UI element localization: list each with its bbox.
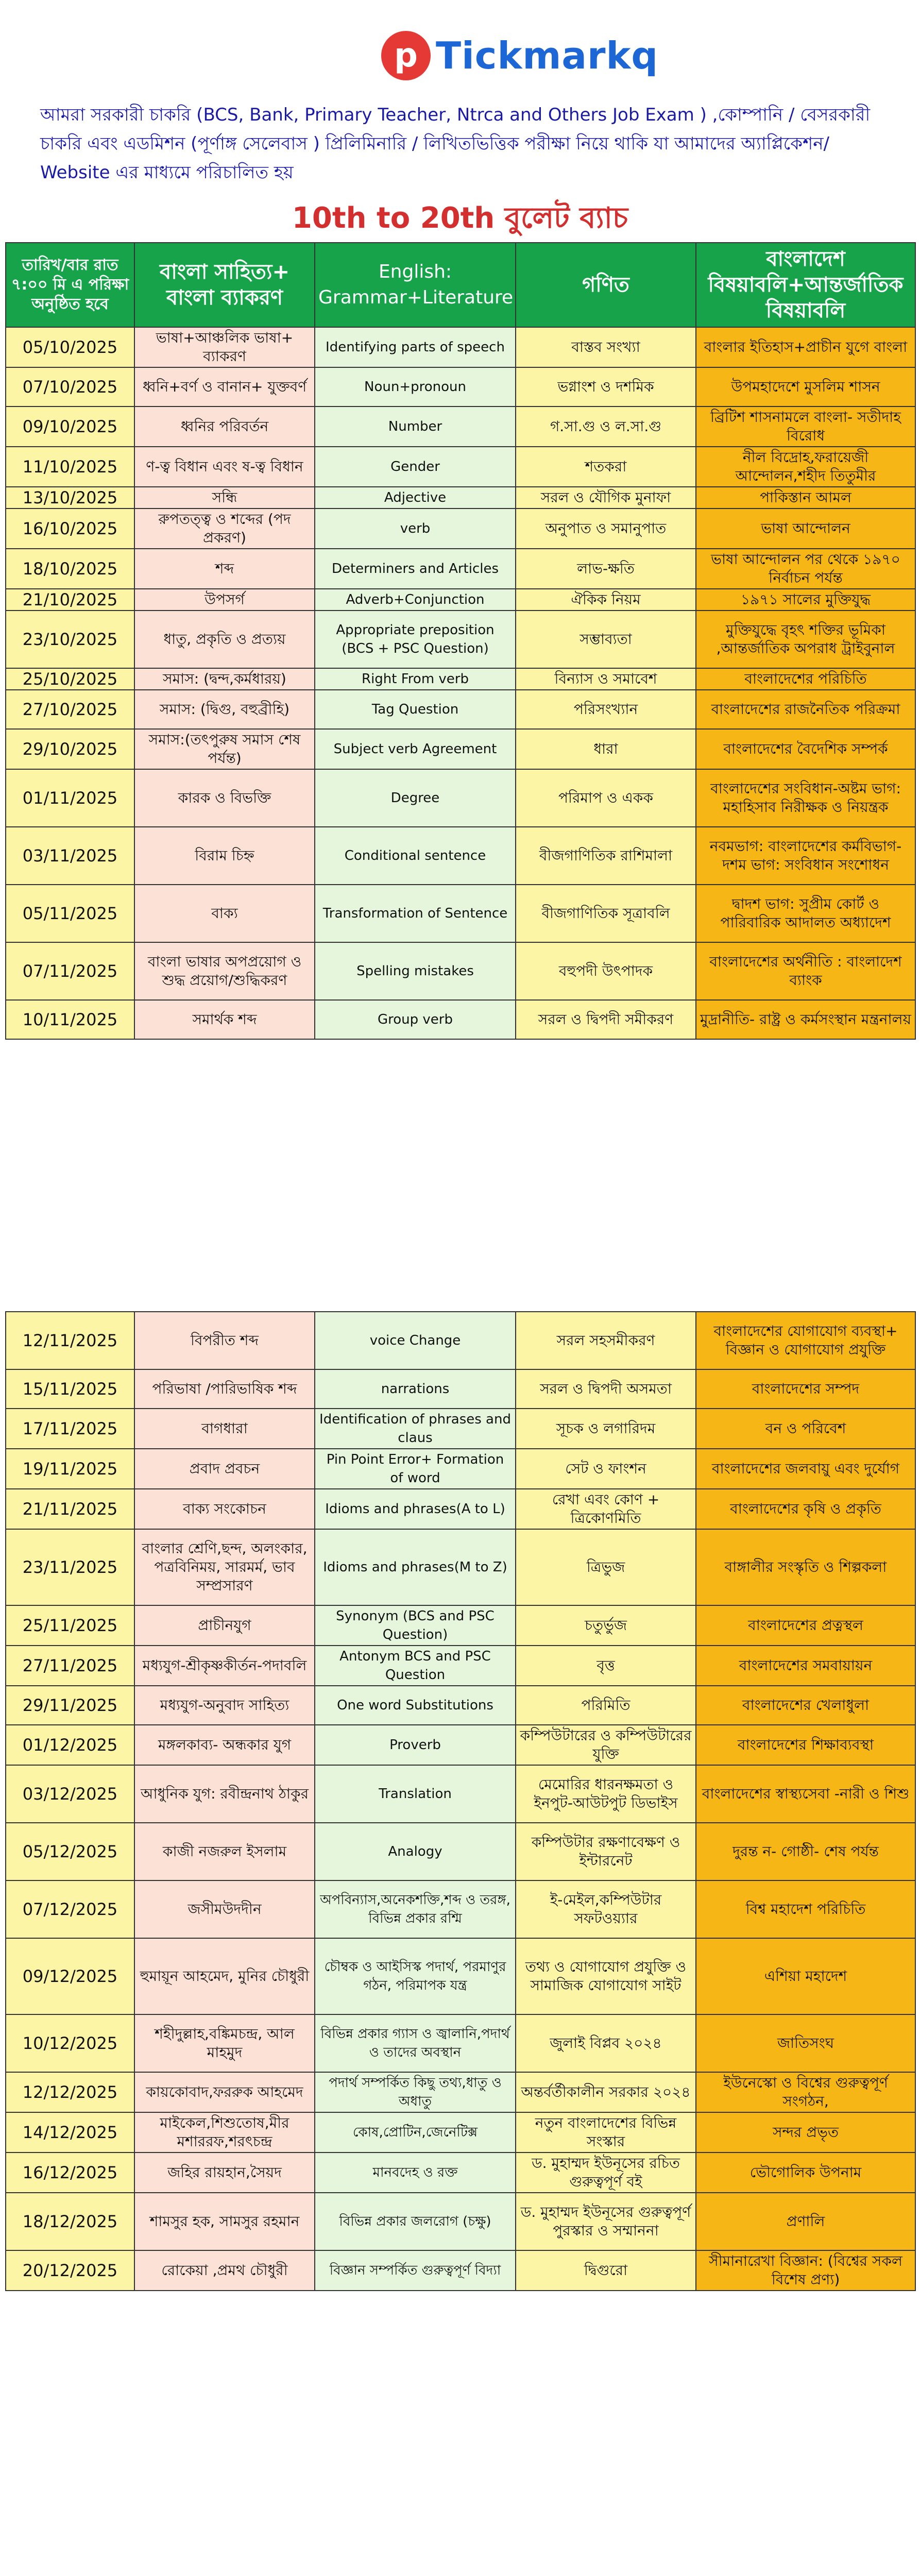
table-row — [6, 509, 915, 549]
date-cell: 19/11/2025 — [6, 1449, 134, 1489]
date-cell: 01/11/2025 — [6, 769, 134, 827]
gk-cell: বাংলাদেশের সংবিধান-অষ্টম ভাগ: মহাহিসাব নিরীক্ষক ও নিয়ন্ত্রক — [696, 769, 915, 827]
date-cell: 03/11/2025 — [6, 827, 134, 885]
english-cell: Spelling mistakes — [315, 942, 516, 1000]
table-row — [6, 2193, 915, 2250]
table-row — [6, 729, 915, 769]
bangla-cell: ধ্বনি+বর্ণ ও বানান+ যুক্তবর্ণ — [134, 367, 315, 406]
table-row — [6, 668, 915, 690]
english-cell: verb — [315, 509, 516, 549]
table-row — [6, 1880, 915, 1938]
english-cell: Analogy — [315, 1823, 516, 1880]
bangla-cell: মঙ্গলকাব্য- অন্ধকার যুগ — [134, 1725, 315, 1765]
bangla-cell: প্রাচীনযুগ — [134, 1605, 315, 1646]
bangla-cell: উপসর্গ — [134, 589, 315, 611]
date-cell: 15/11/2025 — [6, 1369, 134, 1409]
brand-name: Tickmarkq — [436, 34, 658, 77]
table-row — [6, 769, 915, 827]
bangla-cell: আধুনিক যুগ: রবীন্দ্রনাথ ঠাকুর — [134, 1765, 315, 1823]
bangla-cell: কাজী নজরুল ইসলাম — [134, 1823, 315, 1880]
date-cell: 07/11/2025 — [6, 942, 134, 1000]
date-cell: 17/11/2025 — [6, 1409, 134, 1449]
gk-cell: ইউনেস্কো ও বিশ্বের গুরুত্বপূর্ণ সংগঠন, — [696, 2072, 915, 2112]
date-cell: 25/10/2025 — [6, 668, 134, 690]
date-cell: 09/12/2025 — [6, 1938, 134, 2014]
english-cell: Tag Question — [315, 690, 516, 729]
math-cell: গ.সা.গু ও ল.সা.গু — [516, 406, 696, 447]
math-cell: দ্বিগুরো — [516, 2250, 696, 2291]
gk-cell: বাংলাদেশের সম্পদ — [696, 1369, 915, 1409]
bangla-cell: বাগধারা — [134, 1409, 315, 1449]
header-bangla: বাংলা সাহিত্য+ বাংলা ব্যাকরণ — [134, 243, 315, 327]
bangla-cell: মধ্যযুগ-অনুবাদ সাহিত্য — [134, 1686, 315, 1725]
gk-cell: এশিয়া মহাদেশ — [696, 1938, 915, 2014]
table-row — [6, 885, 915, 942]
gk-cell: ভাষা আন্দোলন পর থেকে ১৯৭০ নির্বাচন পর্যন্ত — [696, 549, 915, 589]
date-cell: 21/10/2025 — [6, 589, 134, 611]
english-cell: মানবদেহ ও রক্ত — [315, 2153, 516, 2193]
bangla-cell: রোকেয়া ,প্রমথ চৌধুরী — [134, 2250, 315, 2291]
gk-cell: ভাষা আন্দোলন — [696, 509, 915, 549]
date-cell: 29/10/2025 — [6, 729, 134, 769]
bangla-cell: মাইকেল,শিশুতোষ,মীর মশাররফ,শরৎচন্দ্র — [134, 2112, 315, 2153]
bangla-cell: সন্ধি — [134, 487, 315, 509]
table-row — [6, 367, 915, 406]
table-row — [6, 1938, 915, 2014]
english-cell: Identification of phrases and claus — [315, 1409, 516, 1449]
date-cell: 23/11/2025 — [6, 1529, 134, 1605]
table-row — [6, 549, 915, 589]
date-cell: 03/12/2025 — [6, 1765, 134, 1823]
english-cell: Translation — [315, 1765, 516, 1823]
table-row — [6, 1686, 915, 1725]
bangla-cell: জসীমউদদীন — [134, 1880, 315, 1938]
table-row — [6, 1765, 915, 1823]
english-cell: কোষ,প্রোটিন,জেনেটিক্স — [315, 2112, 516, 2153]
gk-cell: বন ও পরিবেশ — [696, 1409, 915, 1449]
date-cell: 14/12/2025 — [6, 2112, 134, 2153]
math-cell: সেট ও ফাংশন — [516, 1449, 696, 1489]
math-cell: সরল সহসমীকরণ — [516, 1312, 696, 1369]
bangla-cell: বিরাম চিহ্ন — [134, 827, 315, 885]
english-cell: Idioms and phrases(M to Z) — [315, 1529, 516, 1605]
date-cell: 13/10/2025 — [6, 487, 134, 509]
date-cell: 11/10/2025 — [6, 447, 134, 487]
bangla-cell: প্রবাদ প্রবচন — [134, 1449, 315, 1489]
table-row — [6, 1605, 915, 1646]
table-row — [6, 2153, 915, 2193]
bangla-cell: কারক ও বিভক্তি — [134, 769, 315, 827]
date-cell: 05/12/2025 — [6, 1823, 134, 1880]
math-cell: অনুপাত ও সমানুপাত — [516, 509, 696, 549]
math-cell: মেমোরির ধারনক্ষমতা ও ইনপুট-আউটপুট ডিভাইস — [516, 1765, 696, 1823]
bangla-cell: সমাস: (দ্বন্দ,কর্মধারয়) — [134, 668, 315, 690]
gk-cell: বাংলাদেশের পরিচিতি — [696, 668, 915, 690]
date-cell: 01/12/2025 — [6, 1725, 134, 1765]
table-row — [6, 2014, 915, 2072]
english-cell: Conditional sentence — [315, 827, 516, 885]
bangla-cell: মধ্যযুগ-শ্রীকৃষ্ণকীর্তন-পদাবলি — [134, 1646, 315, 1686]
date-cell: 07/10/2025 — [6, 367, 134, 406]
date-cell: 18/12/2025 — [6, 2193, 134, 2250]
bangla-cell: ধ্বনির পরিবর্তন — [134, 406, 315, 447]
bangla-cell: ভাষা+আঞ্চলিক ভাষা+ ব্যাকরণ — [134, 327, 315, 367]
bangla-cell: বাক্য — [134, 885, 315, 942]
english-cell: Degree — [315, 769, 516, 827]
page-title: 10th to 20th বুলেট ব্যাচ — [292, 201, 628, 235]
date-cell: 07/12/2025 — [6, 1880, 134, 1938]
date-cell: 18/10/2025 — [6, 549, 134, 589]
math-cell: বহুপদী উৎপাদক — [516, 942, 696, 1000]
table-row — [6, 1529, 915, 1605]
gk-cell: সীমানারেখা বিজ্ঞান: (বিশ্বের সকল বিশেষ প্রণ্য) — [696, 2250, 915, 2291]
table-row — [6, 1489, 915, 1529]
gk-cell: সন্দর প্রভৃত — [696, 2112, 915, 2153]
date-cell: 05/10/2025 — [6, 327, 134, 367]
bangla-cell: রুপতত্ত্ব ও শব্দের (পদ প্রকরণ) — [134, 509, 315, 549]
english-cell: Right From verb — [315, 668, 516, 690]
date-cell: 12/12/2025 — [6, 2072, 134, 2112]
table-row — [6, 589, 915, 611]
math-cell: অন্তর্বর্তীকালীন সরকার ২০২৪ — [516, 2072, 696, 2112]
english-cell: One word Substitutions — [315, 1686, 516, 1725]
bangla-cell: সমাস:(তৎপুরুষ সমাস শেষ পর্যন্ত) — [134, 729, 315, 769]
gk-cell: বাংলাদেশের কৃষি ও প্রকৃতি — [696, 1489, 915, 1529]
date-cell: 10/11/2025 — [6, 1000, 134, 1039]
bangla-cell: সমাস: (দ্বিগু, বহুব্রীহি) — [134, 690, 315, 729]
math-cell: সম্ভাব্যতা — [516, 611, 696, 668]
table-row — [6, 1409, 915, 1449]
table-row — [6, 487, 915, 509]
date-cell: 16/10/2025 — [6, 509, 134, 549]
math-cell: ত্রিভুজ — [516, 1529, 696, 1605]
date-cell: 27/10/2025 — [6, 690, 134, 729]
tickmarkq-logo-icon: p — [381, 31, 431, 80]
english-cell: অপবিন্যাস,অনেকশক্তি,শব্দ ও তরঙ্গ, বিভিন্ন প্রকার রশ্মি — [315, 1880, 516, 1938]
table-row — [6, 327, 915, 367]
table-row — [6, 1449, 915, 1489]
gk-cell: জাতিসংঘ — [696, 2014, 915, 2072]
english-cell: voice Change — [315, 1312, 516, 1369]
english-cell: Noun+pronoun — [315, 367, 516, 406]
english-cell: Antonym BCS and PSC Question — [315, 1646, 516, 1686]
math-cell: সরল ও দ্বিপদী অসমতা — [516, 1369, 696, 1409]
bangla-cell: শহীদুল্লাহ,বঙ্কিমচন্দ্র, আল মাহমুদ — [134, 2014, 315, 2072]
schedule-table-1 — [5, 242, 916, 1040]
english-cell: Gender — [315, 447, 516, 487]
gk-cell: প্রণালি — [696, 2193, 915, 2250]
math-cell: কম্পিউটারের ও কম্পিউটারের যুক্তি — [516, 1725, 696, 1765]
gk-cell: পাকিস্তান আমল — [696, 487, 915, 509]
english-cell: Subject verb Agreement — [315, 729, 516, 769]
bangla-cell: পরিভাষা /পারিভাষিক শব্দ — [134, 1369, 315, 1409]
math-cell: ড. মুহাম্মদ ইউনূসের গুরুত্বপূর্ণ পুরস্কার ও সম্মাননা — [516, 2193, 696, 2250]
bangla-cell: শামসুর হক, সামসুর রহমান — [134, 2193, 315, 2250]
bangla-cell: বিপরীত শব্দ — [134, 1312, 315, 1369]
english-cell: চৌম্বক ও আইসিস্ক পদার্থ, পরমাণুর গঠন, পরিমাপক যন্ত্র — [315, 1938, 516, 2014]
bangla-cell: ধাতু, প্রকৃতি ও প্রত্যয় — [134, 611, 315, 668]
header-date: তারিখ/বার রাত ৭:০০ মি এ পরিক্ষা অনুষ্ঠিত হবে — [6, 243, 134, 327]
math-cell: বীজগাণিতিক রাশিমালা — [516, 827, 696, 885]
date-cell: 21/11/2025 — [6, 1489, 134, 1529]
gk-cell: বাংলাদেশের রাজনৈতিক পরিক্রমা — [696, 690, 915, 729]
english-cell: Adjective — [315, 487, 516, 509]
math-cell: সরল ও দ্বিপদী সমীকরণ — [516, 1000, 696, 1039]
math-cell: শতকরা — [516, 447, 696, 487]
date-cell: 23/10/2025 — [6, 611, 134, 668]
gk-cell: ১৯৭১ সালের মুক্তিযুদ্ধ — [696, 589, 915, 611]
gk-cell: দ্বাদশ ভাগ: সুপ্রীম কোর্ট ও পারিবারিক আদালত অধ্যাদেশ — [696, 885, 915, 942]
table-row — [6, 942, 915, 1000]
math-cell: লাভ-ক্ষতি — [516, 549, 696, 589]
date-cell: 05/11/2025 — [6, 885, 134, 942]
english-cell: Number — [315, 406, 516, 447]
header-math: গণিত — [516, 243, 696, 327]
gk-cell: বাংলাদেশের শিক্ষাব্যবস্থা — [696, 1725, 915, 1765]
gk-cell: বিশ্ব মহাদেশ পরিচিতি — [696, 1880, 915, 1938]
date-cell: 29/11/2025 — [6, 1686, 134, 1725]
date-cell: 27/11/2025 — [6, 1646, 134, 1686]
gk-cell: বাংলাদেশের স্বাস্থ্যসেবা -নারী ও শিশু — [696, 1765, 915, 1823]
gk-cell: বাংলাদেশের সমবায়ায়ন — [696, 1646, 915, 1686]
gk-cell: বাংলাদেশের প্রত্নস্থল — [696, 1605, 915, 1646]
math-cell: কম্পিউটার রক্ষণাবেক্ষণ ও ইন্টারনেট — [516, 1823, 696, 1880]
math-cell: পরিমিতি — [516, 1686, 696, 1725]
gk-cell: বাঙ্গালীর সংস্কৃতি ও শিল্পকলা — [696, 1529, 915, 1605]
math-cell: তথ্য ও যোগাযোগ প্রযুক্তি ও সামাজিক যোগাযোগ সাইট — [516, 1938, 696, 2014]
table-row — [6, 611, 915, 668]
table-row — [6, 1000, 915, 1039]
table-row — [6, 1725, 915, 1765]
gk-cell: উপমহাদেশে মুসলিম শাসন — [696, 367, 915, 406]
schedule-table-2 — [5, 1311, 916, 2291]
english-cell: Pin Point Error+ Formation of word — [315, 1449, 516, 1489]
gk-cell: নীল বিদ্রোহ,ফরায়েজী আন্দোলন,শহীদ তিতুমীর — [696, 447, 915, 487]
table-row — [6, 1646, 915, 1686]
bangla-cell: হুমায়ূন আহমেদ, মুনির চৌধুরী — [134, 1938, 315, 2014]
gk-cell: মুক্তিযুদ্ধে বৃহৎ শক্তির ভূমিকা ,আন্তর্জাতিক অপরাধ ট্রাইবুনাল — [696, 611, 915, 668]
bangla-cell: জহির রায়হান,সৈয়দ — [134, 2153, 315, 2193]
bangla-cell: কায়কোবাদ,ফররুক আহমেদ — [134, 2072, 315, 2112]
date-cell: 25/11/2025 — [6, 1605, 134, 1646]
english-cell: বিভিন্ন প্রকার জলরোগ (চক্ষু) — [315, 2193, 516, 2250]
table-row — [6, 1369, 915, 1409]
english-cell: Transformation of Sentence — [315, 885, 516, 942]
bangla-cell: সমার্থক শব্দ — [134, 1000, 315, 1039]
table-row — [6, 827, 915, 885]
math-cell: ঐকিক নিয়ম — [516, 589, 696, 611]
math-cell: ধারা — [516, 729, 696, 769]
math-cell: ভগ্নাংশ ও দশমিক — [516, 367, 696, 406]
english-cell: বিজ্ঞান সম্পর্কিত গুরুত্বপূর্ণ বিদ্যা — [315, 2250, 516, 2291]
bangla-cell: বাংলার শ্রেণি,ছন্দ, অলংকার, পত্রবিনিময়, সারমর্ম, ভাব সম্প্রসারণ — [134, 1529, 315, 1605]
math-cell: জুলাই বিপ্লব ২০২৪ — [516, 2014, 696, 2072]
math-cell: ড. মুহাম্মদ ইউনূসের রচিত গুরুত্বপূর্ণ বই — [516, 2153, 696, 2193]
math-cell: বিন্যাস ও সমাবেশ — [516, 668, 696, 690]
english-cell: Determiners and Articles — [315, 549, 516, 589]
table-row — [6, 406, 915, 447]
bangla-cell: বাংলা ভাষার অপপ্রয়োগ ও শুদ্ধ প্রয়োগ/শুদ্ধিকরণ — [134, 942, 315, 1000]
gk-cell: ভৌগোলিক উপনাম — [696, 2153, 915, 2193]
english-cell: Adverb+Conjunction — [315, 589, 516, 611]
gk-cell: বাংলাদেশের খেলাধুলা — [696, 1686, 915, 1725]
gk-cell: ব্রিটিশ শাসনামলে বাংলা- সতীদাহ বিরোধ — [696, 406, 915, 447]
english-cell: Identifying parts of speech — [315, 327, 516, 367]
table-row — [6, 690, 915, 729]
bangla-cell: ণ-ত্ব বিধান এবং ষ-ত্ব বিধান — [134, 447, 315, 487]
bangla-cell: বাক্য সংকোচন — [134, 1489, 315, 1529]
date-cell: 10/12/2025 — [6, 2014, 134, 2072]
header-english: English: Grammar+Literature — [315, 243, 516, 327]
table-row — [6, 2112, 915, 2153]
gk-cell: বাংলাদেশের যোগাযোগ ব্যবস্থা+ বিজ্ঞান ও যোগাযোগ প্রযুক্তি — [696, 1312, 915, 1369]
date-cell: 12/11/2025 — [6, 1312, 134, 1369]
brand-logo — [381, 31, 658, 80]
gk-cell: বাংলাদেশের অর্থনীতি : বাংলাদেশ ব্যাংক — [696, 942, 915, 1000]
math-cell: চতুর্ভুজ — [516, 1605, 696, 1646]
math-cell: বৃত্ত — [516, 1646, 696, 1686]
english-cell: Appropriate preposition (BCS + PSC Question) — [315, 611, 516, 668]
math-cell: পরিসংখ্যান — [516, 690, 696, 729]
table-row — [6, 1823, 915, 1880]
math-cell: রেখা এবং কোণ + ত্রিকোণমিতি — [516, 1489, 696, 1529]
bangla-cell: শব্দ — [134, 549, 315, 589]
header-gk: বাংলাদেশ বিষয়াবলি+আন্তর্জাতিক বিষয়াবলি — [696, 243, 915, 327]
table-row — [6, 447, 915, 487]
gk-cell: বাংলাদেশের বৈদেশিক সম্পর্ক — [696, 729, 915, 769]
english-cell: Idioms and phrases(A to L) — [315, 1489, 516, 1529]
date-cell: 16/12/2025 — [6, 2153, 134, 2193]
intro-text: আমরা সরকারী চাকরি (BCS, Bank, Primary Teacher, Ntrca and Others Job Exam ) ,কোম্পানি / বেসরকারী চাকরি এবং এডমিশন (পূর্ণাঙ্গ সেলেবাস ) প্রিলিমিনারি / লিখিতভিত্তিক পরীক্ষা নিয়ে থাকি যা আমাদের অ্যাপ্লিকেশন/ Website এর মাধ্যমে পরিচালিত হয় — [40, 105, 871, 183]
math-cell: বাস্তব সংখ্যা — [516, 327, 696, 367]
date-cell: 20/12/2025 — [6, 2250, 134, 2291]
math-cell: ই-মেইল,কম্পিউটার সফটওয়্যার — [516, 1880, 696, 1938]
gk-cell: দুরন্ত ন- গোষ্ঠী- শেষ পর্যন্ত — [696, 1823, 915, 1880]
english-cell: Proverb — [315, 1725, 516, 1765]
english-cell: বিভিন্ন প্রকার গ্যাস ও জ্বালানি,পদার্থ ও তাদের অবস্থান — [315, 2014, 516, 2072]
math-cell: সরল ও যৌগিক মুনাফা — [516, 487, 696, 509]
table-row — [6, 1312, 915, 1369]
gk-cell: মুদ্রানীতি- রাষ্ট্র ও কর্মসংস্থান মন্ত্রনালয় — [696, 1000, 915, 1039]
gk-cell: নবমভাগ: বাংলাদেশের কর্মবিভাগ- দশম ভাগ: সংবিধান সংশোধন — [696, 827, 915, 885]
english-cell: Synonym (BCS and PSC Question) — [315, 1605, 516, 1646]
math-cell: পরিমাপ ও একক — [516, 769, 696, 827]
date-cell: 09/10/2025 — [6, 406, 134, 447]
english-cell: পদার্থ সম্পর্কিত কিছু তথ্য,ধাতু ও অধাতু — [315, 2072, 516, 2112]
table-row — [6, 2250, 915, 2291]
table-header-row — [6, 243, 915, 327]
math-cell: নতুন বাংলাদেশের বিভিন্ন সংস্কার — [516, 2112, 696, 2153]
english-cell: narrations — [315, 1369, 516, 1409]
math-cell: সূচক ও লগারিদম — [516, 1409, 696, 1449]
math-cell: বীজগাণিতিক সূত্রাবলি — [516, 885, 696, 942]
gk-cell: বাংলাদেশের জলবায়ু এবং দুর্যোগ — [696, 1449, 915, 1489]
table-row — [6, 2072, 915, 2112]
english-cell: Group verb — [315, 1000, 516, 1039]
gk-cell: বাংলার ইতিহাস+প্রাচীন যুগে বাংলা — [696, 327, 915, 367]
